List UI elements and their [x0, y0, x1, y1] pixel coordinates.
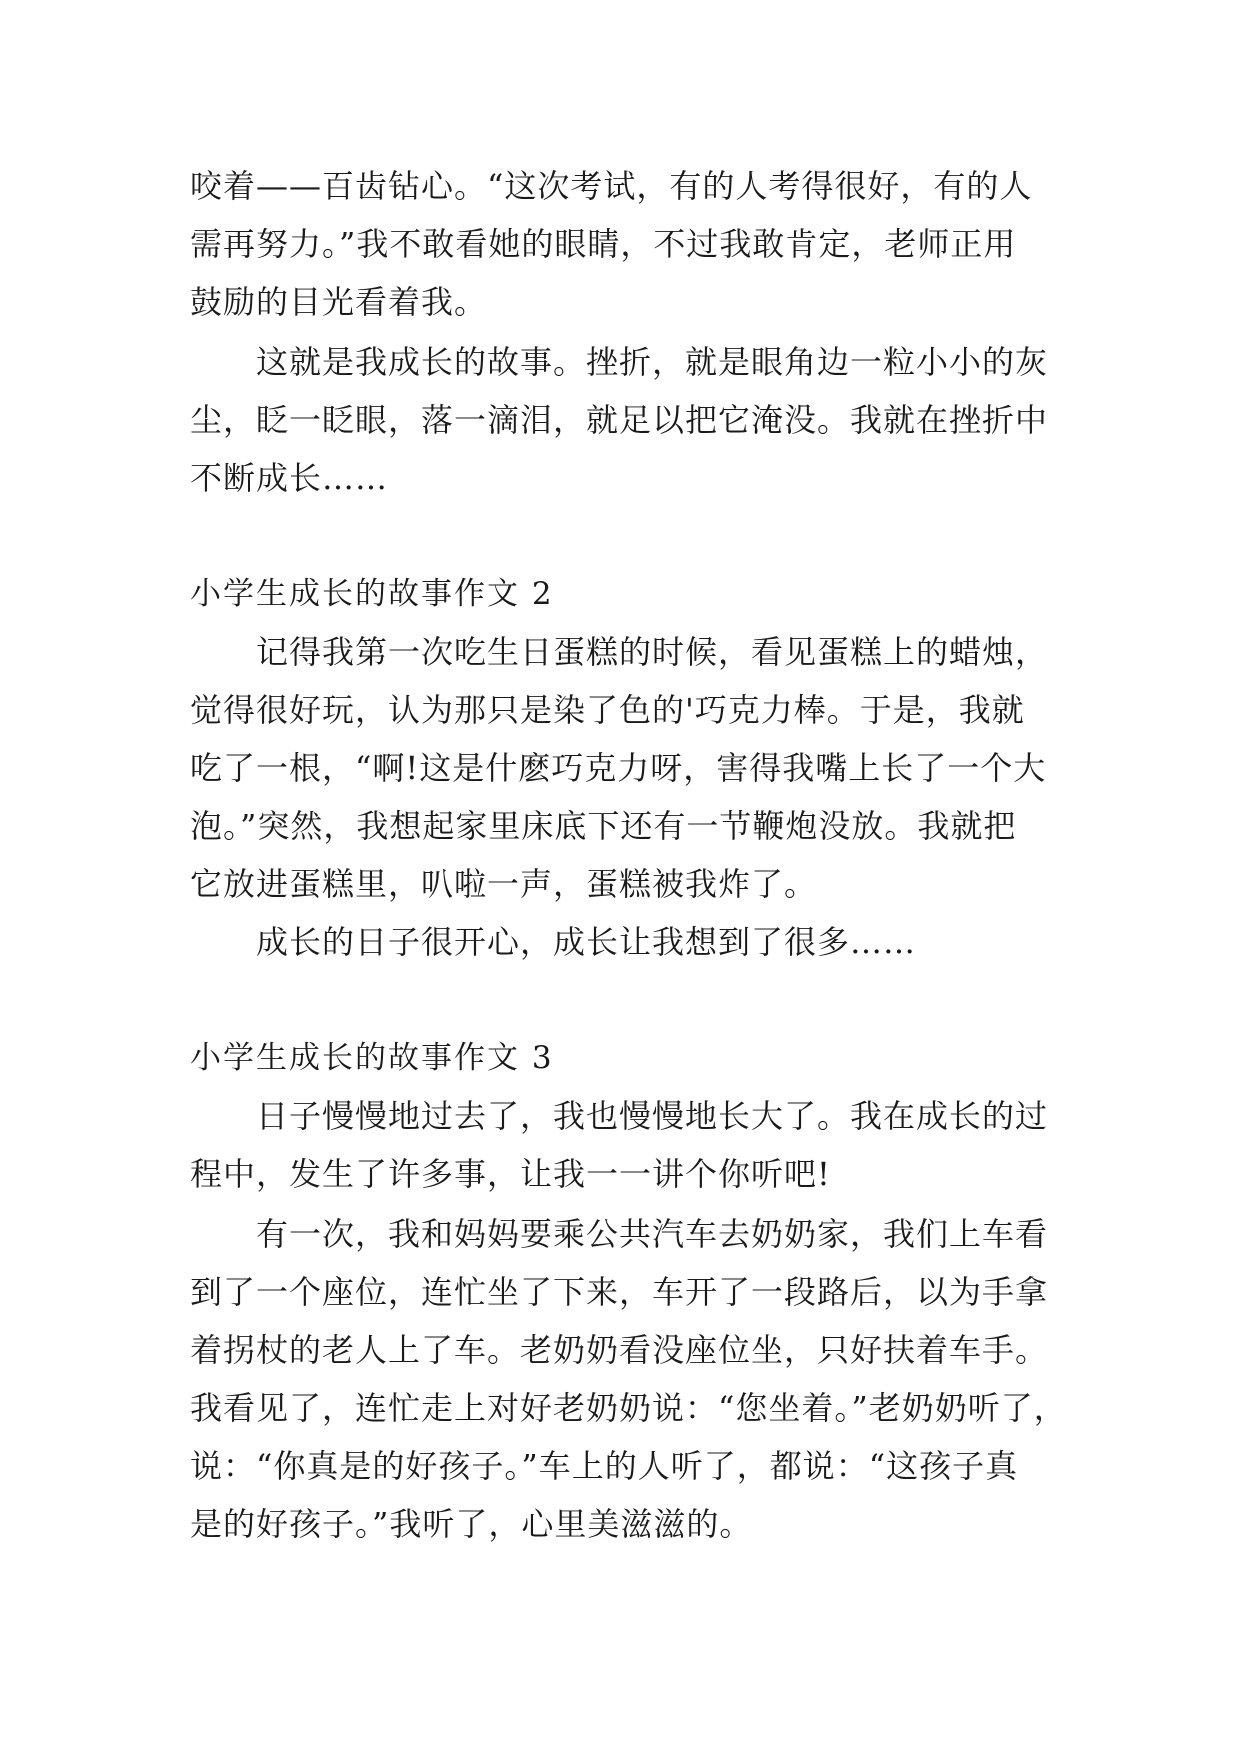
text-line: 记得我第一次吃生日蛋糕的时候，看见蛋糕上的蜡烛，: [190, 633, 1049, 671]
section-heading: 小学生成长的故事作文 2: [190, 576, 554, 612]
text-line: 泡。”突然，我想起家里床底下还有一节鞭炮没放。我就把: [190, 807, 1017, 845]
text-line: 是的好孩子。”我听了，心里美滋滋的。: [190, 1505, 753, 1543]
text-line: 尘，眨一眨眼，落一滴泪，就足以把它淹没。我就在挫折中: [190, 401, 1049, 439]
section-heading: 小学生成长的故事作文 3: [190, 1040, 554, 1076]
text-line: 不断成长……: [190, 459, 389, 497]
text-line: 需再努力。”我不敢看她的眼睛，不过我敢肯定，老师正用: [190, 225, 1017, 263]
text-line: 它放进蛋糕里，叭啦一声，蛋糕被我炸了。: [190, 865, 818, 903]
text-line: 我看见了，连忙走上对好老奶奶说：“您坐着。”老奶奶听了，: [190, 1389, 1067, 1427]
text-line: 鼓励的目光看着我。: [190, 283, 488, 321]
text-line: 说：“你真是的好孩子。”车上的人听了，都说：“这孩子真: [190, 1447, 1019, 1485]
text-line: 有一次，我和妈妈要乘公共汽车去奶奶家，我们上车看: [190, 1215, 1049, 1253]
text-line: 咬着——百齿钻心。“这次考试，有的人考得很好，有的人: [190, 167, 1033, 205]
text-line: 吃了一根，“啊!这是什麽巧克力呀，害得我嘴上长了一个大: [190, 749, 1047, 787]
text-line: 成长的日子很开心，成长让我想到了很多……: [190, 923, 917, 961]
text-line: 程中，发生了许多事，让我一一讲个你听吧!: [190, 1155, 831, 1193]
text-line: 着拐杖的老人上了车。老奶奶看没座位坐，只好扶着车手。: [190, 1331, 1049, 1369]
text-line: 日子慢慢地过去了，我也慢慢地长大了。我在成长的过: [190, 1097, 1049, 1135]
text-line: 觉得很好玩，认为那只是染了色的'巧克力棒。于是，我就: [190, 691, 1025, 729]
text-line: 到了一个座位，连忙坐了下来，车开了一段路后，以为手拿: [190, 1273, 1049, 1311]
text-line: 这就是我成长的故事。挫折，就是眼角边一粒小小的灰: [190, 343, 1049, 381]
